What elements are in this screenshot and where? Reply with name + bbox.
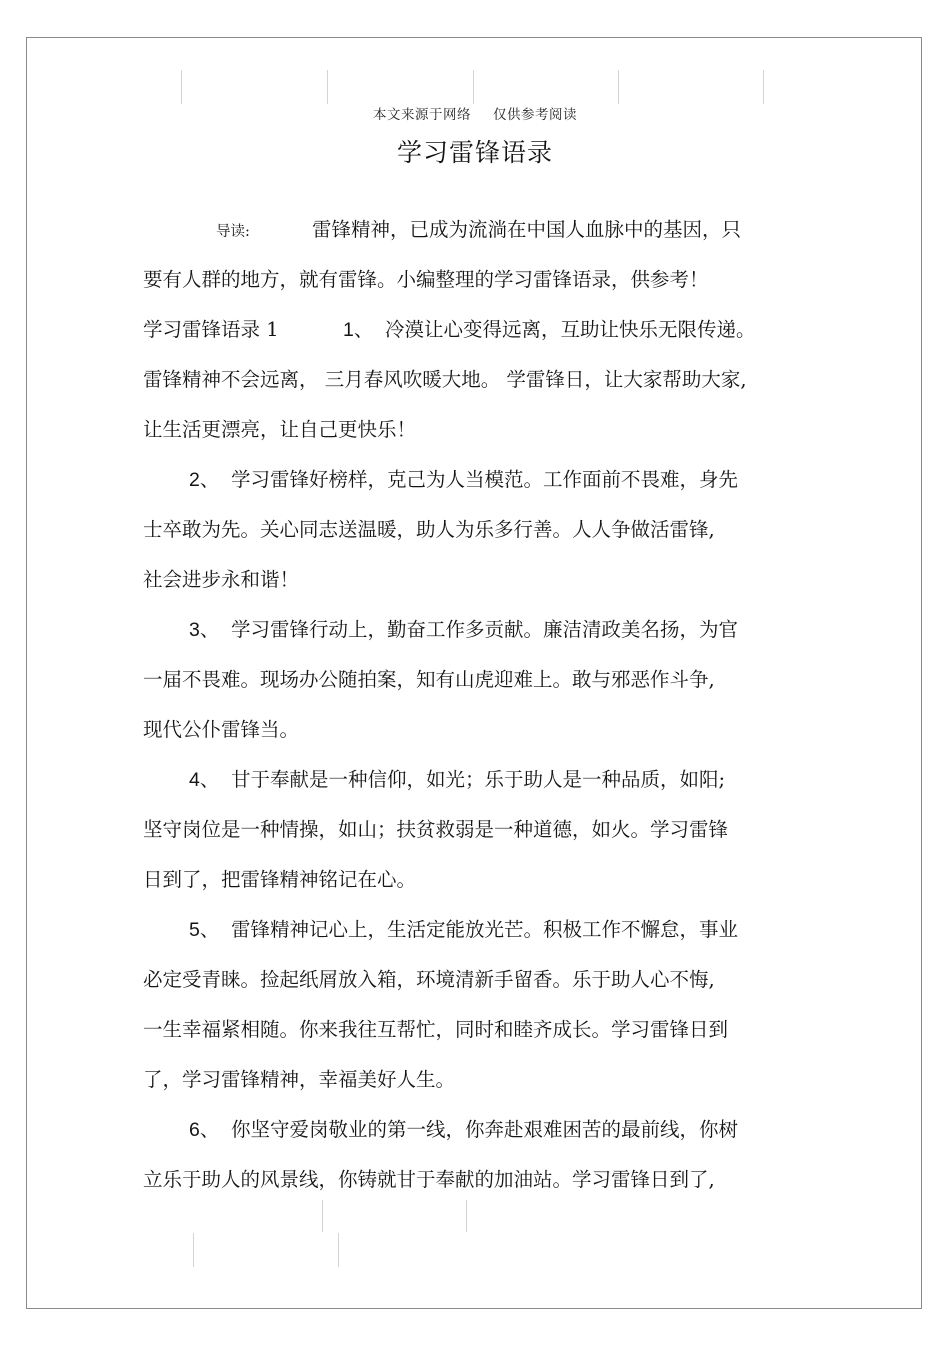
intro-line xyxy=(143,205,793,255)
item-line: 让生活更漂亮，让自己更快乐！ xyxy=(143,418,417,441)
quote-item-line xyxy=(143,555,793,605)
top-tick-mark xyxy=(473,70,474,104)
item-text: 你坚守爱岗敬业的第一线，你奔赴艰难困苦的最前线，你树 xyxy=(231,1118,739,1141)
item-text: 学习雷锋好榜样，克己为人当模范。工作面前不畏难，身先 xyxy=(231,468,739,491)
source-note-text: 本文来源于网络 xyxy=(373,107,471,123)
item-text: 了，学习雷锋精神，幸福美好人生。 xyxy=(143,1068,456,1091)
intro-label: 导读: xyxy=(216,224,250,240)
document-title: 学习雷锋语录 xyxy=(396,138,553,167)
quote-item-line xyxy=(143,505,793,555)
item-text: 坚守岗位是一种情操，如山；扶贫救弱是一种道德，如火。学习雷锋 xyxy=(143,818,729,841)
item-text: 甘于奉献是一种信仰，如光；乐于助人是一种品质，如阳; xyxy=(231,768,726,791)
quote-list xyxy=(143,455,793,1205)
item-number: 2、 xyxy=(189,469,220,491)
top-tick-mark xyxy=(327,70,328,104)
bottom-tick-mark xyxy=(338,1233,339,1267)
item-text: 日到了，把雷锋精神铭记在心。 xyxy=(143,868,417,891)
quote-item-line xyxy=(143,655,793,705)
item-text: 一届不畏难。现场办公随拍案，知有山虎迎难上。敢与邪恶作斗争, xyxy=(143,668,715,691)
top-tick-mark xyxy=(763,70,764,104)
source-note xyxy=(0,103,950,123)
document-body xyxy=(143,205,793,1205)
item-number: 6、 xyxy=(189,1119,220,1141)
bottom-tick-mark xyxy=(193,1233,194,1267)
item-text: 学习雷锋行动上，勤奋工作多贡献。廉洁清政美名扬，为官 xyxy=(231,618,739,641)
intro-line: 要有人群的地方，就有雷锋。小编整理的学习雷锋语录，供参考！ xyxy=(143,268,709,291)
quote-item-first-line xyxy=(143,1105,793,1155)
item-line: 雷锋精神不会远离， 三月春风吹暖大地。 学雷锋日，让大家帮助大家, xyxy=(143,368,747,391)
item-text: 雷锋精神记心上，生活定能放光芒。积极工作不懈怠，事业 xyxy=(231,918,739,941)
item-number: 4、 xyxy=(189,769,220,791)
top-tick-mark xyxy=(181,70,182,104)
quote-item-line xyxy=(143,705,793,755)
quote-item-line xyxy=(143,855,793,905)
top-tick-mark xyxy=(618,70,619,104)
quote-item-line xyxy=(143,1055,793,1105)
item-text: 立乐于助人的风景线，你铸就甘于奉献的加油站。学习雷锋日到了, xyxy=(143,1168,715,1191)
item-number: 3、 xyxy=(189,619,220,641)
section-heading-line xyxy=(143,305,793,355)
item-text: 士卒敢为先。关心同志送温暖，助人为乐多行善。人人争做活雷锋, xyxy=(143,518,715,541)
quote-item-line xyxy=(143,1155,793,1205)
item-number: 5、 xyxy=(189,919,220,941)
item-text: 一生幸福紧相随。你来我往互帮忙，同时和睦齐成长。学习雷锋日到 xyxy=(143,1018,729,1041)
item-text: 冷漠让心变得远离，互助让快乐无限传递。 xyxy=(385,318,756,341)
quote-item-line xyxy=(143,955,793,1005)
item-text: 现代公仆雷锋当。 xyxy=(143,718,300,741)
quote-item-first-line xyxy=(143,755,793,805)
item-text: 必定受青睐。捡起纸屑放入箱，环境清新手留香。乐于助人心不悔, xyxy=(143,968,715,991)
quote-item-line xyxy=(143,1005,793,1055)
intro-text: 雷锋精神，已成为流淌在中国人血脉中的基因，只 xyxy=(312,218,742,241)
quote-item-line xyxy=(143,805,793,855)
item-number: 1、 xyxy=(343,319,374,341)
quote-item-first-line xyxy=(143,905,793,955)
quote-item-first-line xyxy=(143,455,793,505)
quote-item-first-line xyxy=(143,605,793,655)
item-text: 社会进步永和谐！ xyxy=(143,568,300,591)
section-heading: 学习雷锋语录 1 xyxy=(143,318,279,341)
reference-note-text: 仅供参考阅读 xyxy=(493,107,577,123)
